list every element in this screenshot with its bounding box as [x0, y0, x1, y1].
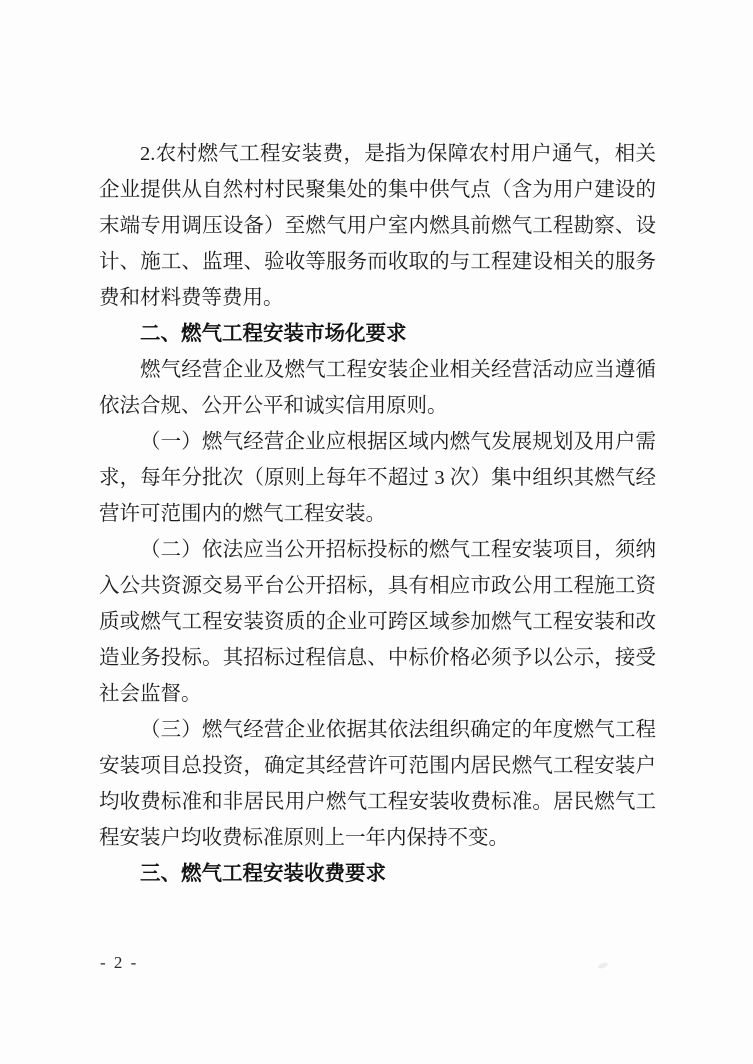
- paragraph-item-2-public-bidding: （二）依法应当公开招标投标的燃气工程安装项目，须纳入公共资源交易平台公开招标，具有相应市政公用工程施工资质或燃气工程安装资质的企业可跨区域参加燃气工程安装和改造业务投标。其招标过程信息、中标价格必须予以公示，接受社会监督。: [99, 539, 656, 705]
- paragraph-business-principles: 燃气经营企业及燃气工程安装企业相关经营活动应当遵循依法合规、公开公平和诚实信用原则。: [99, 359, 656, 417]
- section-heading-fee-requirements: 三、燃气工程安装收费要求: [140, 862, 386, 885]
- document-content: [99, 136, 656, 892]
- paragraph-rural-gas-installation-fee-definition: 2.农村燃气工程安装费，是指为保障农村用户通气，相关企业提供从自然村村民聚集处的集中供气点（含为用户建设的末端专用调压设备）至燃气用户室内燃具前燃气工程勘察、设计、施工、监理、验收等服务而收取的与工程建设相关的服务费和材料费等费用。: [99, 143, 656, 309]
- scan-artifact-mark: [597, 961, 608, 969]
- paragraph-item-3-fee-standards: （三）燃气经营企业依据其依法组织确定的年度燃气工程安装项目总投资，确定其经营许可范围内居民燃气工程安装户均收费标准和非居民用户燃气工程安装收费标准。居民燃气工程安装户均收费标准原则上一年内保持不变。: [99, 719, 656, 849]
- paragraph-item-1-batch-organization: （一）燃气经营企业应根据区域内燃气发展规划及用户需求，每年分批次（原则上每年不超过 3 次）集中组织其燃气经营许可范围内的燃气工程安装。: [99, 431, 656, 525]
- page-number: - 2 -: [100, 953, 139, 972]
- section-heading-market-requirements: 二、燃气工程安装市场化要求: [140, 322, 407, 345]
